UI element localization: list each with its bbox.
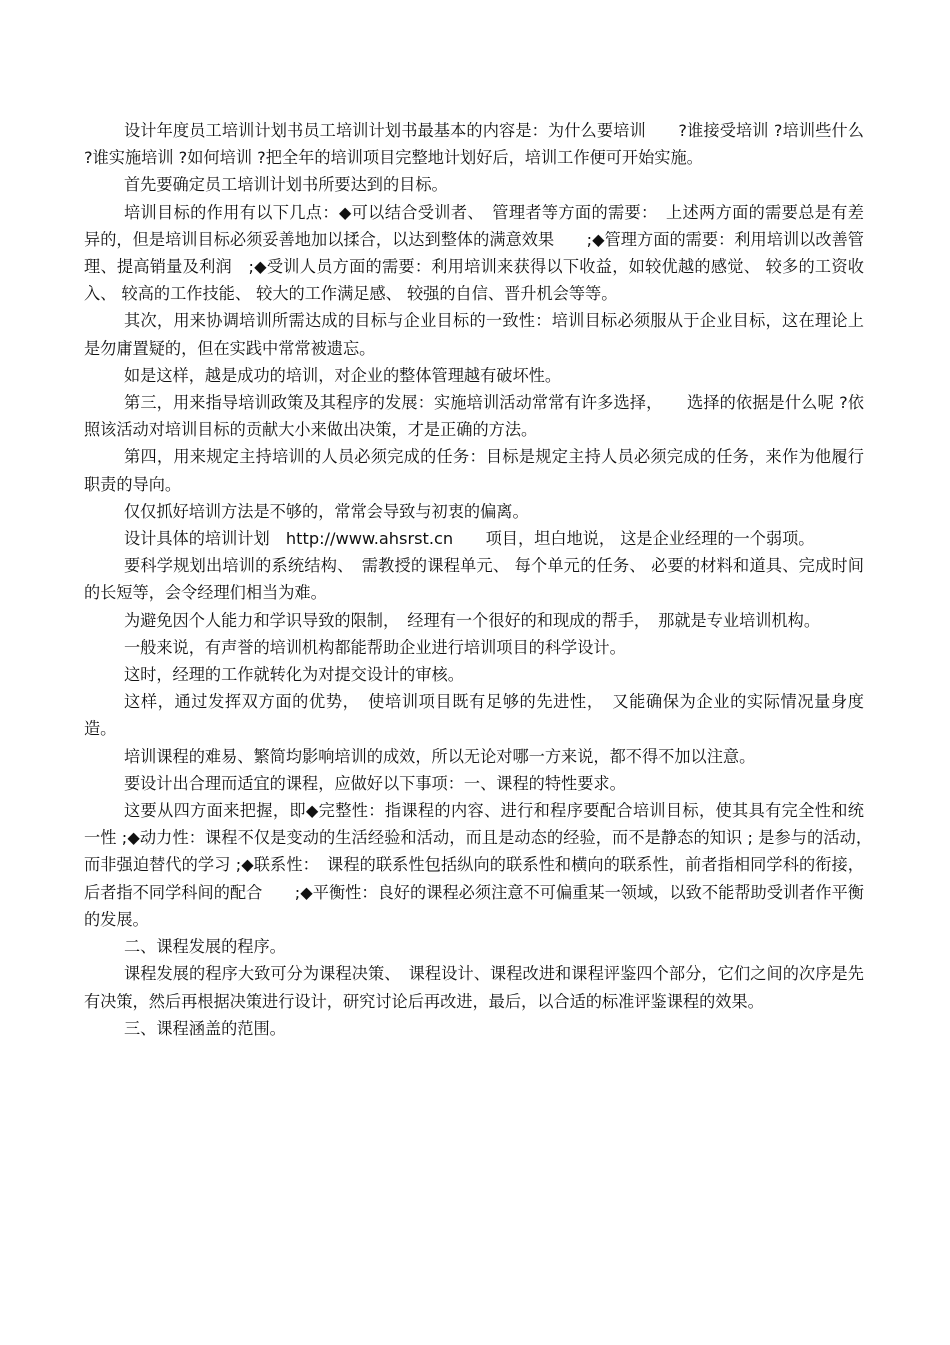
paragraph-coordination: 其次，用来协调培训所需达成的目标与企业目标的一致性：培训目标必须服从于企业目标，这在理论上是勿庸置疑的，但在实践中常常被遗忘。	[84, 311, 864, 358]
paragraph-review: 这时，经理的工作就转化为对提交设计的审核。	[124, 665, 464, 685]
paragraph-destructive: 如是这样，越是成功的培训，对企业的整体管理越有破坏性。	[124, 365, 562, 385]
heading-course-scope: 三、课程涵盖的范围。	[124, 1018, 286, 1038]
paragraph-third: 第三，用来指导培训政策及其程序的发展：实施培训活动常常有许多选择， 选择的依据是什么呢 ?依照该活动对培训目标的贡献大小来做出决策，才是正确的方法。	[84, 393, 864, 440]
document-page	[84, 117, 881, 1042]
paragraph-four-aspects: 这要从四方面来把握，即◆完整性：指课程的内容、进行和程序要配合培训目标，使其具有完全性和统一性 ;◆动力性：课程不仅是变动的生活经验和活动，而且是动态的经验，而不是静态的知识 ; 是参与的活动， 而非强迫替代的学习 ;◆联系性： 课程的联系性包括纵向的联系性和横向的联系性，前者指相同学科的衔接，后者指不同学科间的配合 ;◆平衡性：良好的课程必须注意不可偏重某一领域，以致不能帮助受训者作平衡的发展。	[84, 801, 881, 929]
paragraph-goal-functions: 培训目标的作用有以下几点：◆可以结合受训者、 管理者等方面的需要： 上述两方面的需要总是有差异的，但是培训目标必须妥善地加以揉合，以达到整体的满意效果 ;◆管理方面的需要：利用培训以改善管理、提高销量及利润 ;◆受训人员方面的需要：利用培训来获得以下收益，如较优越的感觉、 较多的工资收入、 较高的工作技能、 较大的工作满足感、 较强的自信、晋升机会等等。	[84, 202, 864, 304]
paragraph-procedure: 课程发展的程序大致可分为课程决策、 课程设计、课程改进和课程评鉴四个部分，它们之间的次序是先有决策，然后再根据决策进行设计，研究讨论后再改进，最后，以合适的标准评鉴课程的效果。	[84, 964, 864, 1011]
paragraph-reputation: 一般来说，有声誉的培训机构都能帮助企业进行培训项目的科学设计。	[124, 637, 626, 657]
paragraph-advantage: 这样，通过发挥双方面的优势， 使培训项目既有足够的先进性， 又能确保为企业的实际情况量身度造。	[84, 692, 864, 739]
heading-course-procedure: 二、课程发展的程序。	[124, 937, 286, 957]
paragraph-purpose: 设计年度员工培训计划书员工培训计划书最基本的内容是：为什么要培训 ?谁接受培训 ?培训些什么 ?谁实施培训 ?如何培训 ?把全年的培训项目完整地计划好后，培训工作便可开始实施。	[84, 121, 864, 168]
paragraph-system-structure: 要科学规划出培训的系统结构、 需教授的课程单元、 每个单元的任务、 必要的材料和道具、完成时间的长短等，会令经理们相当为难。	[84, 556, 864, 603]
paragraph-method: 仅仅抓好培训方法是不够的，常常会导致与初衷的偏离。	[124, 501, 529, 521]
paragraph-course-requirements: 要设计出合理而适宜的课程，应做好以下事项：一、课程的特性要求。	[124, 773, 626, 793]
paragraph-difficulty: 培训课程的难易、繁简均影响培训的成效，所以无论对哪一方来说，都不得不加以注意。	[124, 746, 756, 766]
paragraph-plan-design: 设计具体的培训计划 http://www.ahsrst.cn 项目，坦白地说， 这是企业经理的一个弱项。	[124, 529, 815, 549]
paragraph-fourth: 第四，用来规定主持培训的人员必须完成的任务：目标是规定主持人员必须完成的任务，来作为他履行职责的导向。	[84, 447, 864, 494]
paragraph-institution: 为避免因个人能力和学识导致的限制， 经理有一个很好的和现成的帮手， 那就是专业培训机构。	[124, 610, 821, 630]
paragraph-objective: 首先要确定员工培训计划书所要达到的目标。	[124, 175, 448, 195]
